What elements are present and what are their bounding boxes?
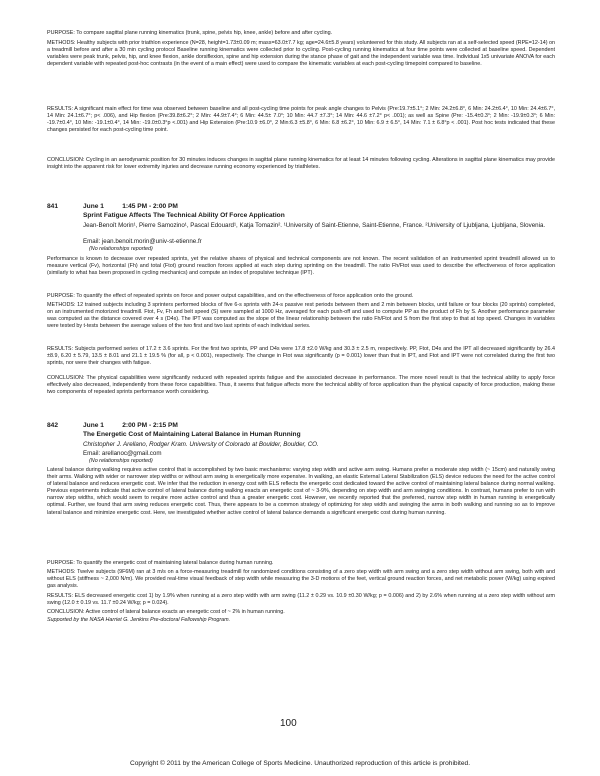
abstract-842-results: RESULTS: ELS decreased energetic cost 1) by 1.9% when running at a zero step width with arm swing (11.2 ± 0.29 vs. 10.9 ±0.30 W/kg; p = 0.006) and 2) by 2.6% when running at a zero step width without arm swing (12.0 ± 0.19 vs. 11.7 ±0.24 W/kg; p = 0.024). [47, 593, 555, 607]
abstract-841-conclusion: CONCLUSION: The physical capabilities were significantly reduced with repeated sprints fatigue and the associated decrease in performance. The more novel result is that the technical ability to apply force effectively also decreased, independently from these force capabilities. Thus, it seems that fatigue affects more the technical ability of force application than the physical capacity of force production, making these two components of repeated sprints performance worth considering. [47, 375, 555, 396]
abstract-841-purpose: PURPOSE: To quantify the effect of repeated sprints on force and power output capabilities, and on the effectiveness of force application onto the ground. [47, 293, 414, 299]
abstract-time: June 1 1:45 PM - 2:00 PM [83, 203, 178, 210]
copyright-notice: Copyright © 2011 by the American College of Sports Medicine. Unauthorized reproduction of this article is prohibited. [129, 760, 471, 767]
abstract-number: 841 [47, 203, 59, 210]
abstract-title: Sprint Fatigue Affects The Technical Ability Of Force Application [83, 212, 285, 219]
top-results: RESULTS: A significant main effect for time was observed between baseline and all post-cycling time points for peak angle changes to Pelvis (Pre:19.7±5.1°; 2 Min: 24.2±6.8°, 6 Min: 24.2±6.4°, 10 Min: 24.4±6.7°, 14 Min: 24.1±6.7°; p< .006), and Hip flexion (Pre:39.8±6.2°; 2 Min: 44.9±7.4°; 6 Min: 44.5± 7.0°; 10 Min: 44.7 ±7.3°; 14 Min: 44.6 ±7.2° p< .001); as well as Spine (Pre: -15.4±0.3°; 2 Min: -19.9±0.3°; 6 Min: -19.7±0.4°, 10 Min: -19.1±0.4°, 14 Min: -19.0±0.3°p <.001) and Hip Extension (Pre:10.9 ±6.0°, 2 Min:6.3 ±5.8°, 6 Min: 6.8 ±6.2°, 10 Min: 6.9 ± 6.5°, 14 Min: 7.1 ± 6.8°p < .001). Post hoc tests indicated that these changes persisted for each post-cycling time point. [47, 106, 555, 134]
author-line: Christopher J. Arellano, Rodger Kram. University of Colorado at Boulder, Boulder, CO. [83, 441, 319, 448]
abstract-number: 842 [47, 422, 59, 429]
abstract-841-header [47, 203, 555, 223]
abstract-842-methods: METHODS: Twelve subjects (9F6M) ran at 3 m/s on a force-measuring treadmill for randomized conditions consisting of a zero step width with arm swing and a zero step width without arm swing, both with and without ELS (stiffness ~ 2,000 N/m). We provided real-time visual feedback of step width while measuring the 3-D motions of the feet, vertical ground reaction forces, and net metabolic power (W/kg) using expired gas analysis. [47, 569, 555, 590]
abstract-841-results: RESULTS: Subjects performed series of 17.2 ± 3.6 sprints. For the first two sprints, PP and D4s were 17.8 ±2.0 W/kg and 30.3 ± 2.5 m, respectively. PP, Ftot, D4s and the IPT all decreased significantly by 26.4 ±8.9, 6.20 ± 5.79, 13.5 ± 8.01 and 21.1 ± 19.5 % (for all, p < 0.001), respectively. The change in Ftot was significantly (p = 0.001) lower than that in IPT, and Ftot and IPT were not correlated during the first two sprints, nor were their changes with fatigue. [47, 346, 555, 367]
page-number: 100 [280, 718, 297, 729]
abstract-842-authors [83, 441, 553, 449]
abstract-842-header [47, 422, 555, 442]
abstract-842-email: Email: arellanoc@gmail.com [83, 450, 162, 457]
abstract-841-email: Email: jean.benoit.morin@univ-st-etienne.fr [83, 238, 202, 245]
abstract-842-support: Supported by the NASA Harriet G. Jenkins Pre-doctoral Fellowship Program. [47, 617, 231, 623]
abstract-841-intro: Performance is known to decrease over repeated sprints, yet the relative shares of physical and technical components are not known. The recent validation of an instrumented sprint treadmill allowed us to measure vertical (Fv), horizontal (Fh) and total (Ftot) ground reaction forces applied at each step during sprinting on the treadmill. The ratio Fh/Ftot was used to describe the effectiveness of force application (similarly to what has been proposed in cycling mechanics) and compute an index of propulsive technique (IPT). [47, 256, 555, 277]
abstract-841-authors: Jean-Benoît Morin¹, Pierre Samozino¹, Pascal Edouard¹, Katja Tomazin². ¹University of Saint-Etienne, Saint-Etienne, France. ²University of Ljubljana, Ljubljana, Slovenia. [83, 222, 546, 229]
abstract-842-purpose: PURPOSE: To quantify the energetic cost of maintaining lateral balance during human running. [47, 560, 274, 566]
abstract-842-relationships: (No relationships reported) [89, 458, 153, 464]
abstract-842-intro: Lateral balance during walking requires active control that is accomplished by two basic mechanisms: varying step width and active arm swing. Humans prefer a moderate step width (~ 15cm) and naturally swing their arms. Walking with wider or narrower step widths or without arm swing is energetically more expensive. In walking, an elastic External Lateral Stabilization (ELS) device reduces the need for the active control of lateral balance and reduces energetic cost. We infer that the reduction in energy cost with ELS reflects the energetic cost dedicated toward the active control of maintaining lateral balance during normal walking. Previous experiments indicate that active control of lateral balance during walking exacts an energetic cost of ~ 3-9%, depending on step width and arm swinging conditions. In contrast, humans prefer to run with narrow step widths, which would seem to require more active control and thus a greater energetic cost. However, we recently reported that the preferred, narrow step width in human running is energetically optimal. Further, we found that arm swing reduces energetic cost. Thus, there appears to be a common strategy of optimizing for step width and swinging the arms in both walking and running so as to improve lateral balance and minimize energetic cost. Here, we investigated whether active control of lateral balance demands a significant energetic cost during human running. [47, 467, 555, 516]
abstract-841-relationships: (No relationships reported) [89, 246, 153, 252]
abstract-841-methods: METHODS: 12 trained subjects including 3 sprinters performed blocks of five 6-s sprints with 24-s passive rest periods between them and 2 min between blocks, until failure or four blocks (20 sprints) completed, on an instrumented motorized treadmill. Ftot, Fv, Fh and belt speed (S) were sampled at 1000 Hz, averaged for each push-off and used to compute PP as the product of Fh by S. Another performance parameter was computed as the distance covered over 4 s (D4s). The IPT was computed as the slope of the linear relationship between the ratio Fh/Ftot and S from the first step to that at top speed. Changes in variables were tested by t-tests between the average values of the two first and two last sprints of each individual series. [47, 302, 555, 330]
top-purpose: PURPOSE: To compare sagittal plane running kinematics (trunk, spine, pelvis hip, knee, ankle) before and after cycling. [47, 30, 333, 36]
top-conclusion: CONCLUSION: Cycling in an aerodynamic position for 30 minutes induces changes in sagittal plane running kinematics for at least 14 minutes following cycling. Alterations in sagittal plane kinematics may provide insight into the apparent risk for lower extremity injuries and decrease running economy experienced by triathletes. [47, 157, 555, 171]
abstract-842-conclusion: CONCLUSION: Active control of lateral balance exacts an energetic cost of ~ 2% in human running. [47, 609, 285, 615]
abstract-time: June 1 2:00 PM - 2:15 PM [83, 422, 178, 429]
top-methods: METHODS: Healthy subjects with prior triathlon experience (N=28, height=1.73±0.09 m; mass=63.0±7.7 kg; age=24.6±5.8 years) volunteered for this study. All subjects ran at a self-selected speed (RPE=12-14) on a treadmill before and after a 30 min cycling protocol Baseline running kinematics were collected prior to cycling. Post-cycling running kinematics at four time points were collected at baseline speed. Dependent variables were peak trunk, pelvis, hip, and knee flexion, ankle dorsiflexion, spine and hip extension during the stance phase of gait and the independent variable was time. Individual 1x5 univariate ANOVA for each dependent variable with repeated post-hoc contrasts (in the event of a main effect) were used to compare the kinematic variables at each post-cycling timepoint compared to baseline. [47, 40, 555, 68]
abstract-title: The Energetic Cost of Maintaining Lateral Balance in Human Running [83, 431, 301, 438]
